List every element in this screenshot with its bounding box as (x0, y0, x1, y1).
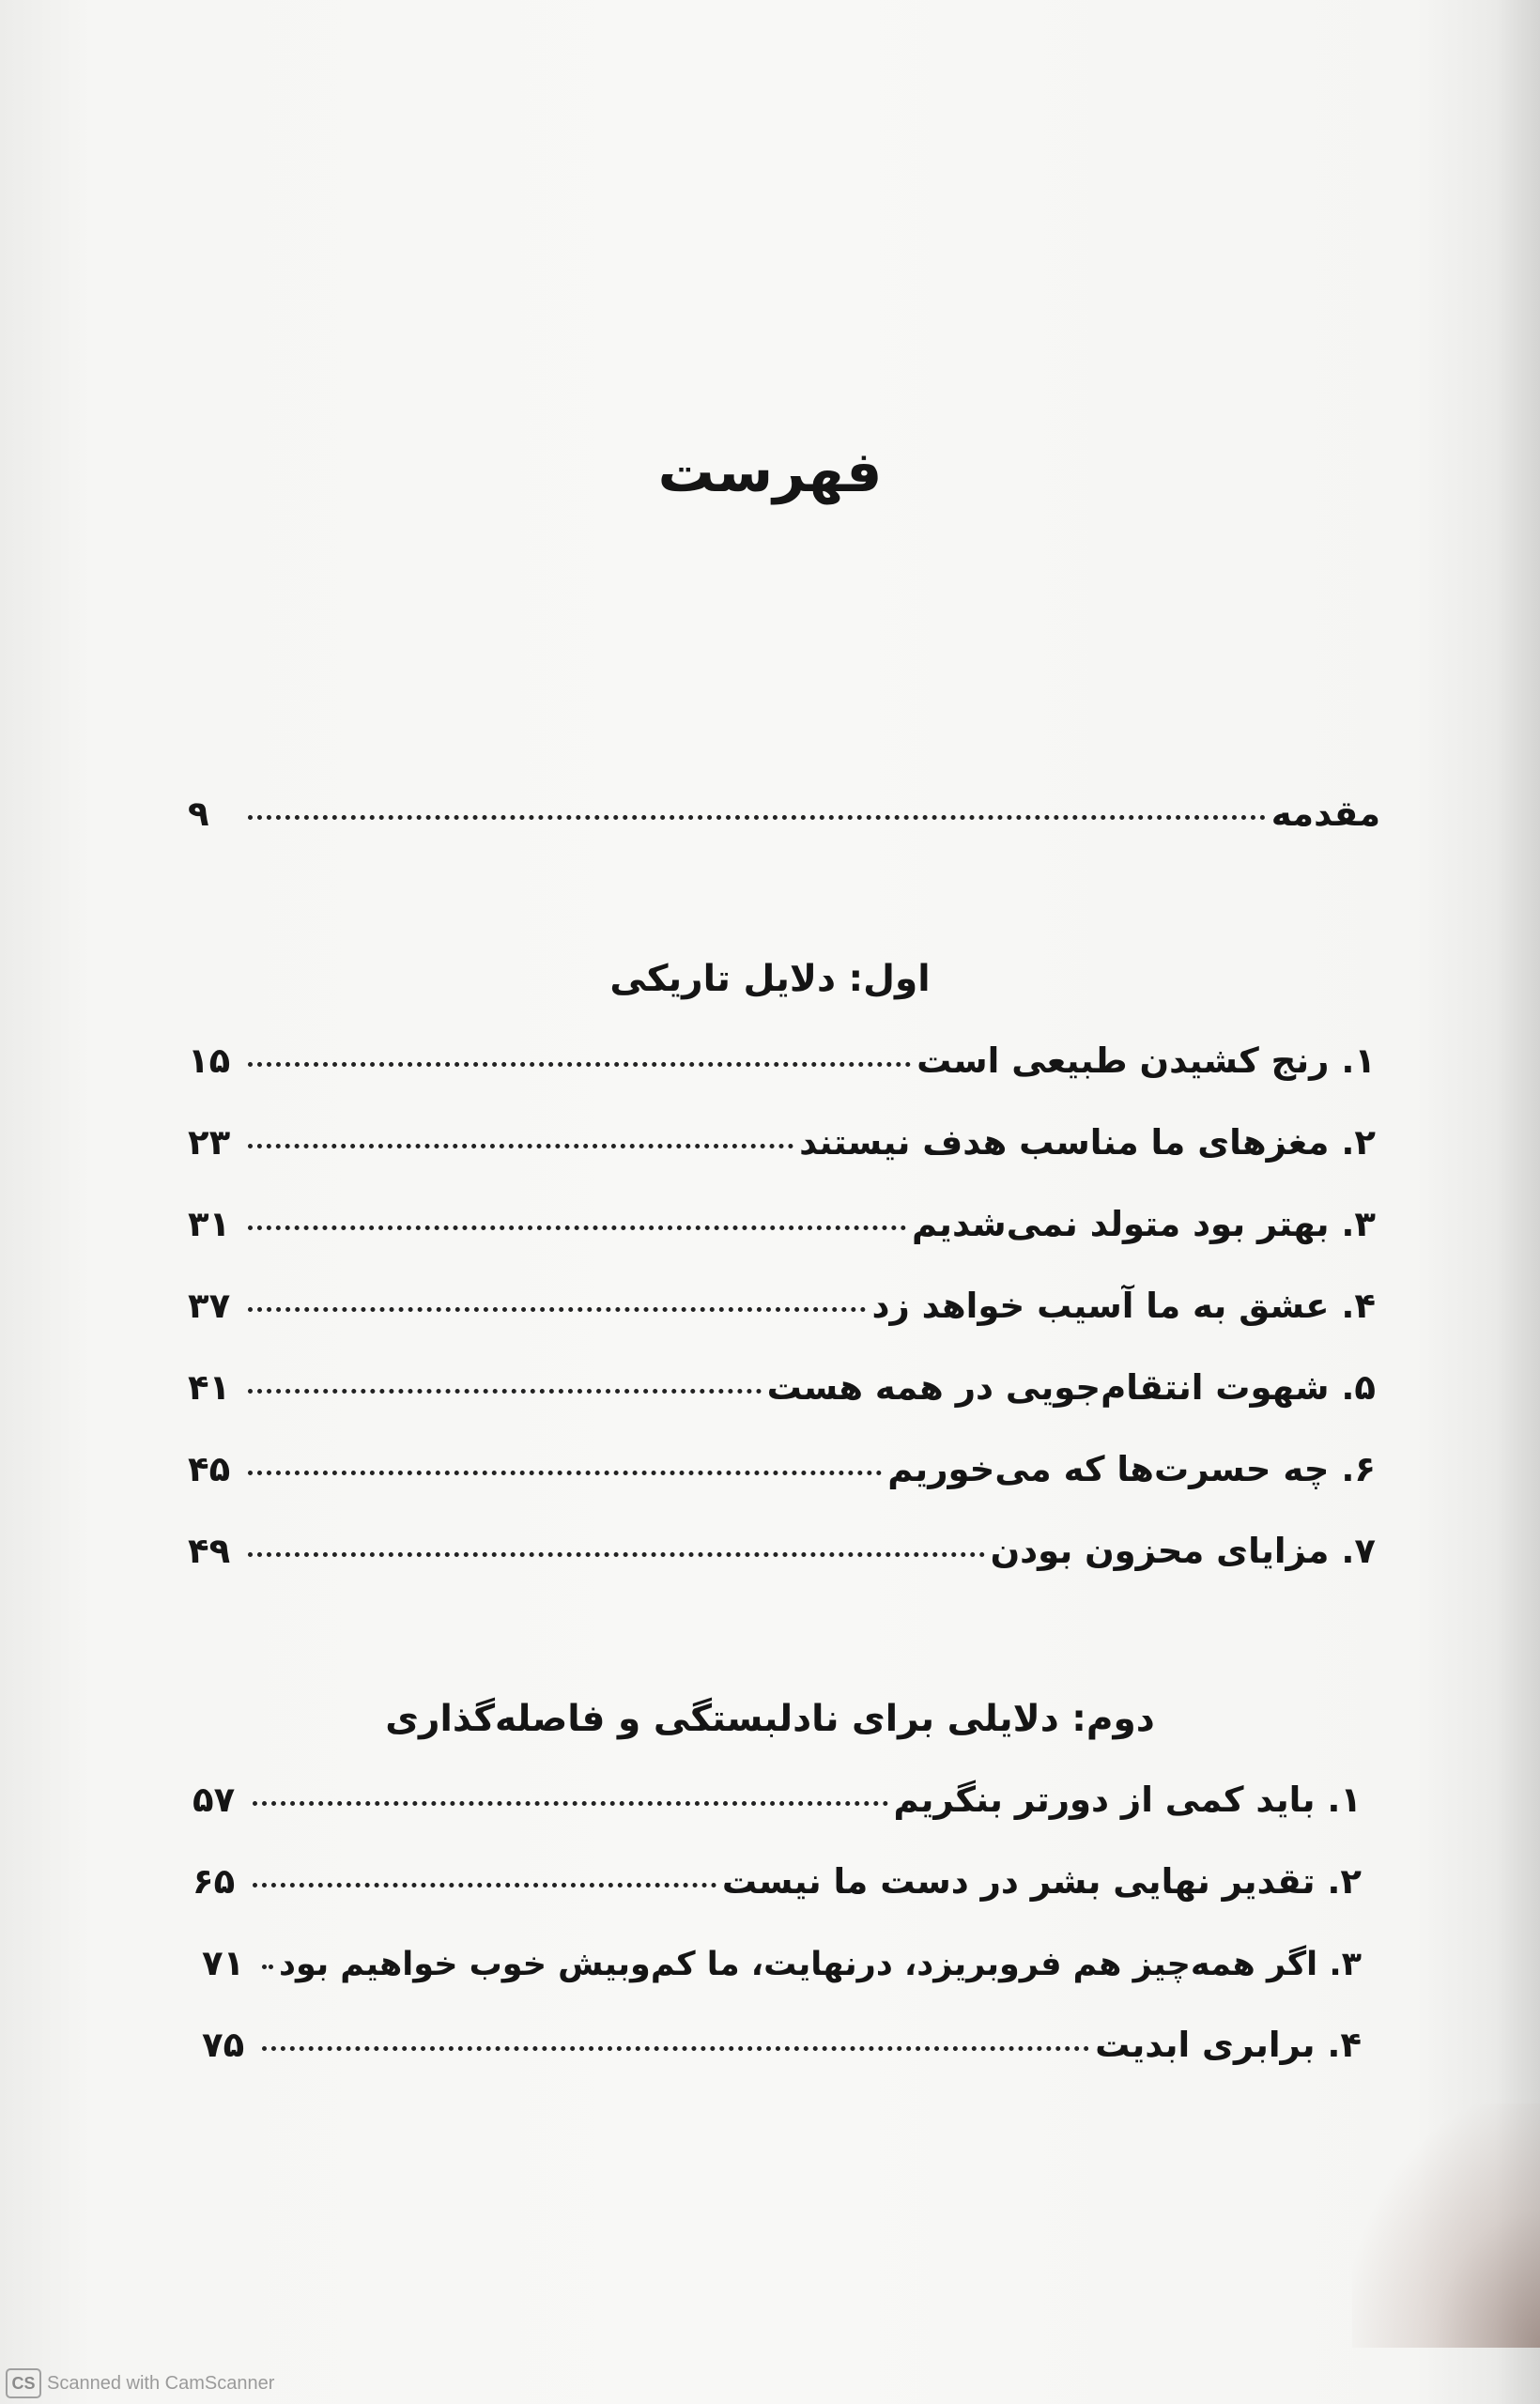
toc-row (202, 2025, 1362, 2081)
toc-entry-label: ۱. رنج کشیدن طبیعی است (916, 1040, 1376, 1081)
thumb-shadow (1352, 2104, 1540, 2348)
section-heading: دوم: دلایلی برای نادلبستگی و فاصله‌گذاری (385, 1698, 1155, 1740)
toc-page-number: ۴۱ (188, 1367, 231, 1408)
toc-entry-label: ۱. باید کمی از دورتر بنگریم (893, 1780, 1362, 1820)
toc-row (188, 1122, 1376, 1179)
dot-leader (262, 2046, 1089, 2051)
toc-entry-label: ۲. تقدیر نهایی بشر در دست ما نیست (721, 1861, 1362, 1902)
scanner-watermark (6, 2368, 274, 2398)
dot-leader (248, 1471, 882, 1475)
section-heading: اول: دلایل تاریکی (609, 958, 931, 1000)
toc-row (188, 1286, 1376, 1342)
toc-page-number: ۵۷ (192, 1780, 236, 1820)
page-title: فهرست (657, 439, 883, 505)
toc-entry-label: مقدمه (1270, 794, 1380, 834)
toc-page-number: ۴۵ (188, 1449, 231, 1489)
toc-entry-label: ۶. چه حسرت‌ها که می‌خوریم (887, 1449, 1376, 1489)
toc-entry-label: ۲. مغزهای ما مناسب هدف نیستند (799, 1122, 1376, 1163)
toc-row (202, 1943, 1362, 1999)
toc-entry-label: ۷. مزایای محزون بودن (990, 1531, 1376, 1571)
dot-leader (248, 1062, 911, 1067)
toc-entry-label: ۵. شهوت انتقام‌جویی در همه هست (766, 1367, 1376, 1408)
toc-row (188, 1204, 1376, 1260)
page-edge-shadow (1495, 0, 1540, 2404)
toc-page-number: ۶۵ (192, 1861, 236, 1902)
camscanner-logo-icon: CS (6, 2368, 41, 2398)
dot-leader (248, 1144, 793, 1148)
toc-page-number: ۷۵ (202, 2025, 245, 2065)
toc-row (188, 1531, 1376, 1587)
toc-page-number: ۴۹ (188, 1531, 231, 1571)
toc-entry-label: ۳. اگر همه‌چیز هم فروبریزد، درنهایت، ما کم‌وبیش خوب خواهیم بود (279, 1946, 1362, 1983)
toc-row (192, 1861, 1362, 1918)
dot-leader (262, 1965, 273, 1969)
toc-row (188, 1449, 1376, 1505)
toc-page-number: ۹ (188, 794, 209, 834)
toc-page-number: ۲۳ (188, 1122, 231, 1163)
toc-page-number: ۳۱ (188, 1204, 231, 1244)
dot-leader (248, 815, 1266, 820)
toc-row (188, 1367, 1376, 1424)
toc-entry-label: ۴. عشق به ما آسیب خواهد زد (871, 1286, 1376, 1326)
dot-leader (253, 1801, 888, 1806)
toc-row (188, 1040, 1376, 1097)
dot-leader (248, 1389, 762, 1394)
dot-leader (248, 1307, 866, 1312)
watermark-text: Scanned with CamScanner (47, 2372, 275, 2394)
toc-row (192, 1780, 1362, 1836)
toc-page-number: ۳۷ (188, 1286, 231, 1326)
toc-entry-label: ۳. بهتر بود متولد نمی‌شدیم (912, 1204, 1376, 1244)
toc-row-intro (188, 794, 1380, 850)
dot-leader (248, 1225, 906, 1230)
toc-page-number: ۱۵ (188, 1040, 231, 1081)
toc-page-number: ۷۱ (202, 1943, 245, 1983)
dot-leader (253, 1883, 716, 1888)
toc-entry-label: ۴. برابری ابدیت (1095, 2025, 1362, 2065)
dot-leader (248, 1552, 985, 1557)
